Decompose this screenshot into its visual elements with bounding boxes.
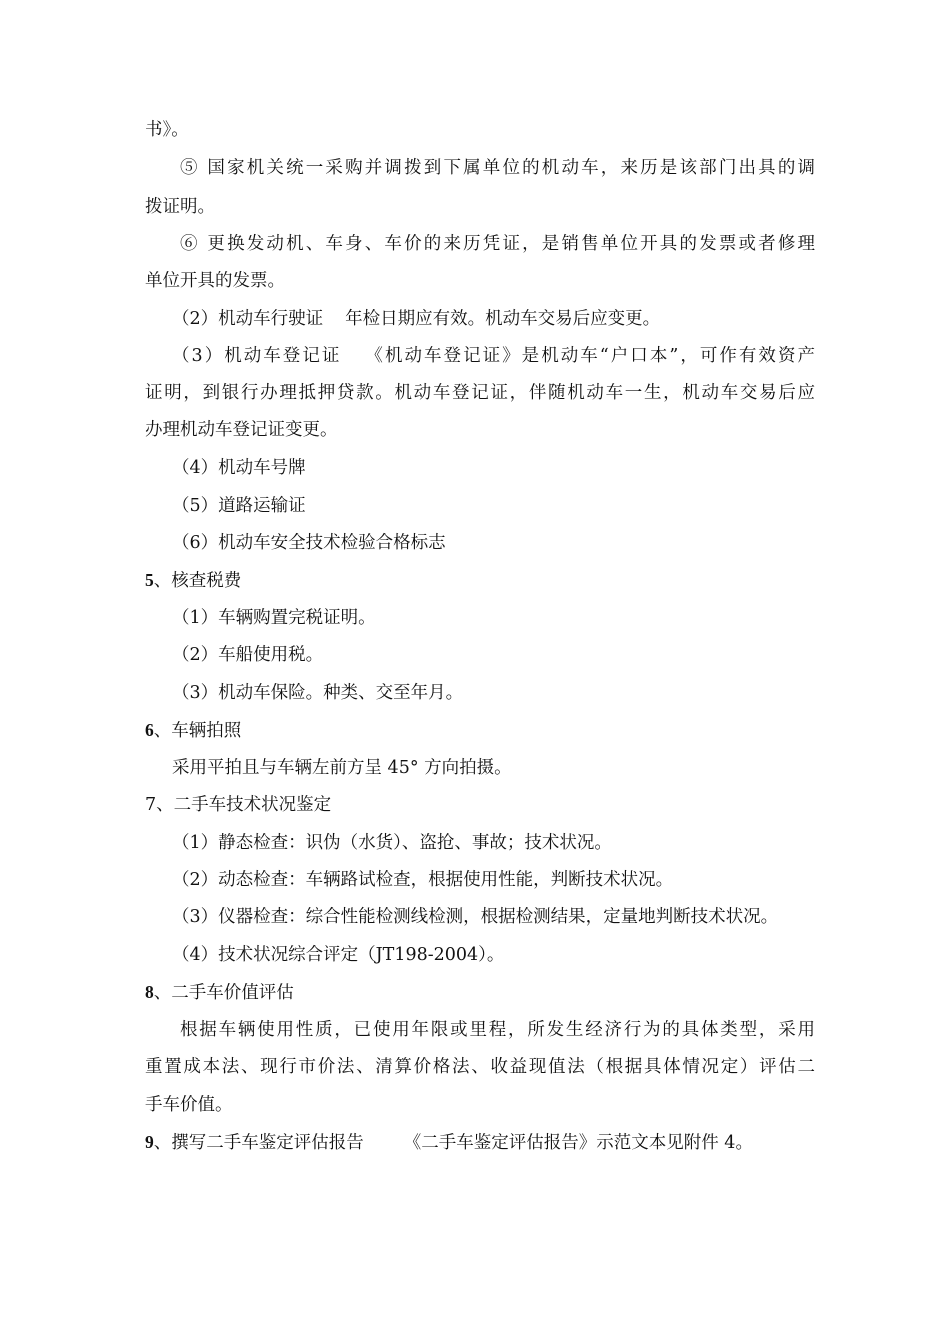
text-span: （2）机动车行驶证	[172, 309, 324, 329]
text-span: （1）车辆购置完税证明。	[172, 608, 376, 628]
text-span: （3）仪器检查：综合性能检测线检测，根据检测结果，定量地判断技术状况。	[172, 907, 779, 927]
section-title: 、二手车价值评估	[153, 983, 294, 1003]
text-span: （2）车船使用税。	[172, 645, 324, 665]
text-span: （6）机动车安全技术检验合格标志	[172, 533, 446, 553]
text-line	[172, 494, 815, 518]
section-number: 6	[145, 720, 154, 740]
section-title: 、核查税费	[153, 571, 242, 591]
text-span: 办理机动车登记证变更。	[145, 420, 338, 440]
text-span: 单位开具的发票。	[145, 271, 285, 291]
text-line	[172, 681, 815, 705]
text-line	[172, 606, 815, 630]
text-span: 《二手车鉴定评估报告》示范文本见附件 4。	[403, 1133, 753, 1153]
text-span: 年检日期应有效。机动车交易后应变更。	[345, 309, 661, 329]
section-number: 5	[145, 570, 154, 590]
section-title: 、车辆拍照	[153, 721, 242, 741]
text-line	[180, 1018, 815, 1042]
text-span: ⑥ 更换发动机、车身、车价的来历凭证，是销售单位开具的发票或者修理	[180, 234, 815, 254]
text-span: 采用平拍且与车辆左前方呈 45° 方向拍摄。	[172, 758, 512, 778]
text-span: 证明，到银行办理抵押贷款。机动车登记证，伴随机动车一生，机动车交易后应	[145, 383, 815, 403]
text-span: （1）静态检查：识伪（水货）、盗抢、事故；技术状况。	[172, 833, 612, 853]
text-line	[172, 756, 815, 780]
text-span: 拨证明。	[145, 197, 215, 217]
text-line	[145, 1093, 815, 1117]
text-line	[172, 344, 815, 368]
text-span: ⑤ 国家机关统一采购并调拨到下属单位的机动车，来历是该部门出具的调	[180, 158, 815, 178]
section-heading	[145, 793, 815, 817]
text-line	[172, 868, 815, 892]
section-heading	[145, 1130, 815, 1155]
text-line	[145, 381, 815, 405]
section-number: 9	[145, 1132, 154, 1152]
text-span: 手车价值。	[145, 1095, 233, 1115]
text-line	[172, 643, 815, 667]
section-heading	[145, 980, 815, 1005]
text-line	[172, 531, 815, 555]
text-span: （3）机动车保险。种类、交至年月。	[172, 683, 464, 703]
text-span: （3）机动车登记证	[172, 346, 342, 366]
text-line	[180, 156, 815, 180]
text-line	[145, 418, 815, 442]
text-line	[172, 905, 815, 929]
section-heading	[145, 568, 815, 593]
text-line	[145, 269, 815, 293]
text-span: 重置成本法、现行市价法、清算价格法、收益现值法（根据具体情况定）评估二	[145, 1057, 815, 1077]
text-span: 根据车辆使用性质，已使用年限或里程，所发生经济行为的具体类型，采用	[180, 1020, 815, 1040]
section-number: 8	[145, 982, 154, 1002]
text-line	[145, 118, 815, 142]
text-line	[145, 195, 815, 219]
text-span: （2）动态检查：车辆路试检查，根据使用性能，判断技术状况。	[172, 870, 674, 890]
text-line	[172, 831, 815, 855]
text-span: （4）技术状况综合评定（JT198-2004）。	[172, 945, 505, 965]
section-title: 、撰写二手车鉴定评估报告	[153, 1133, 364, 1153]
section-title: 7、二手车技术状况鉴定	[145, 795, 332, 815]
text-line	[172, 456, 815, 480]
text-line	[172, 307, 815, 331]
section-heading	[145, 718, 815, 743]
text-span: 书》。	[145, 120, 189, 140]
text-line	[145, 1055, 815, 1079]
text-line	[180, 232, 815, 256]
text-span: （5）道路运输证	[172, 496, 306, 516]
text-span: 《机动车登记证》是机动车“户口本”，可作有效资产	[363, 346, 815, 366]
text-span: （4）机动车号牌	[172, 458, 306, 478]
text-line	[172, 943, 815, 967]
